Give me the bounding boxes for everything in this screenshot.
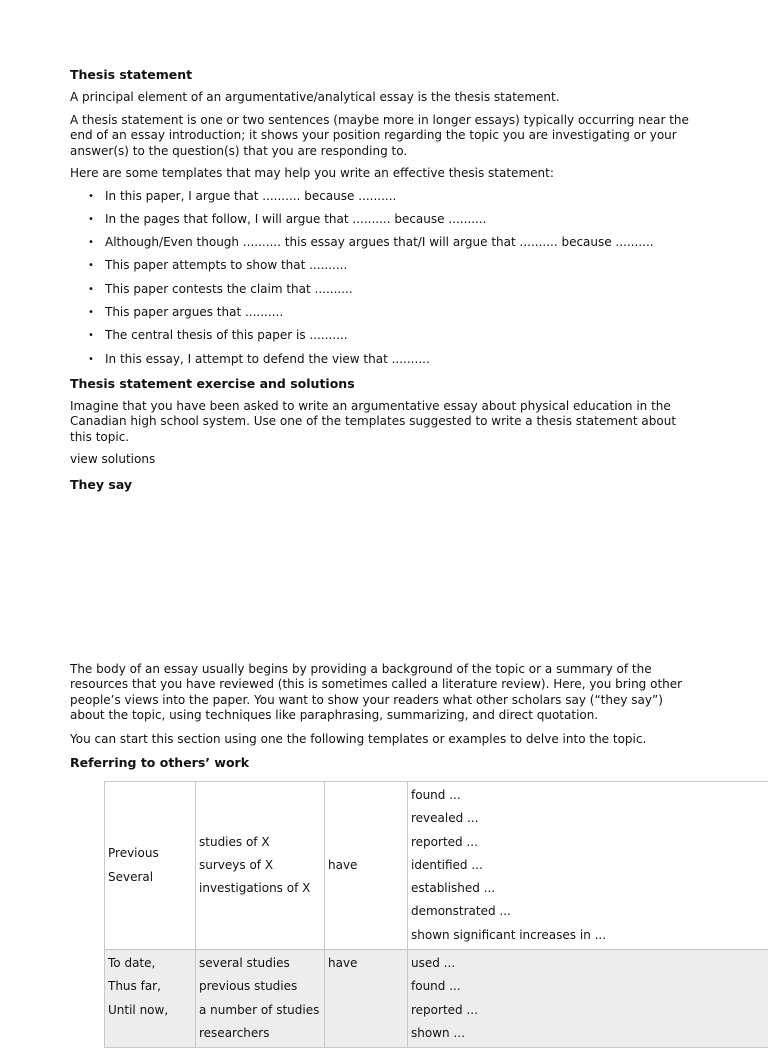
cell-line: Thus far, <box>108 975 192 998</box>
thesis-definition: A thesis statement is one or two sentences (maybe more in longer essays) typically occurring near the end of an essay introduction; it shows your position regarding the topic you are investigating or your answer(s) to the question(s) that you are responding to. <box>70 113 698 160</box>
cell-line: reported ... <box>411 831 768 854</box>
exercise-prompt: Imagine that you have been asked to write an argumentative essay about physical education in the Canadian high school system. Use one of the templates suggested to write a thesis statement about this topic. <box>70 399 698 446</box>
list-item: • This paper contests the claim that .......... <box>105 282 698 298</box>
cell-line: established ... <box>411 877 768 900</box>
cell-line: shown significant increases in ... <box>411 924 768 947</box>
cell-line: found ... <box>411 975 768 998</box>
table-cell <box>196 950 325 1048</box>
cell-line: several studies <box>199 952 321 975</box>
cell-line: have <box>328 854 404 877</box>
list-item: • Although/Even though .......... this essay argues that/I will argue that .......... because .......... <box>105 235 698 251</box>
cell-line: Several <box>108 866 192 889</box>
table-cell <box>105 782 196 950</box>
thesis-intro: A principal element of an argumentative/analytical essay is the thesis statement. <box>70 90 698 106</box>
exercise-heading: Thesis statement exercise and solutions <box>70 375 698 392</box>
cell-line: Until now, <box>108 999 192 1022</box>
cell-line: researchers <box>199 1022 321 1045</box>
document-body <box>70 66 698 778</box>
cell-line: found ... <box>411 784 768 807</box>
table-cell <box>105 950 196 1048</box>
list-item: • In this paper, I argue that .......... because .......... <box>105 189 698 205</box>
table-cell <box>196 782 325 950</box>
table-row <box>105 950 768 1048</box>
cell-line: have <box>328 952 404 975</box>
they-say-heading: They say <box>70 476 698 493</box>
table-cell <box>408 782 768 950</box>
list-item: • The central thesis of this paper is .......... <box>105 328 698 344</box>
thesis-heading: Thesis statement <box>70 66 698 83</box>
cell-line: surveys of X <box>199 854 321 877</box>
cell-line: identified ... <box>411 854 768 877</box>
list-item: • In the pages that follow, I will argue that .......... because .......... <box>105 212 698 228</box>
list-item: • In this essay, I attempt to defend the view that .......... <box>105 352 698 368</box>
referring-heading: Referring to others’ work <box>70 754 698 771</box>
cell-line: studies of X <box>199 831 321 854</box>
templates-intro: Here are some templates that may help you write an effective thesis statement: <box>70 166 698 182</box>
thesis-templates-list <box>70 189 698 368</box>
list-item: • This paper argues that .......... <box>105 305 698 321</box>
cell-line: shown ... <box>411 1022 768 1045</box>
cell-line: revealed ... <box>411 807 768 830</box>
cell-line: used ... <box>411 952 768 975</box>
table-cell <box>325 950 408 1048</box>
view-solutions-link[interactable]: view solutions <box>70 452 698 468</box>
table-cell <box>325 782 408 950</box>
they-say-body: The body of an essay usually begins by providing a background of the topic or a summary of the resources that you have reviewed (this is sometimes called a literature review). Here, you bring other people’s views into the paper. You want to show your readers what other scholars say (“they say”) about the topic, using techniques like paraphrasing, summarizing, and direct quotation. <box>70 662 698 724</box>
cell-line: Previous <box>108 842 192 865</box>
cell-line: demonstrated ... <box>411 900 768 923</box>
cell-line: previous studies <box>199 975 321 998</box>
cell-line: a number of studies <box>199 999 321 1022</box>
cell-line: reported ... <box>411 999 768 1022</box>
referring-table-container <box>104 781 768 1048</box>
blank-space <box>70 500 698 662</box>
referring-table <box>104 781 768 1048</box>
they-say-templates-intro: You can start this section using one the following templates or examples to delve into the topic. <box>70 732 698 748</box>
table-row <box>105 782 768 950</box>
list-item: • This paper attempts to show that .......... <box>105 258 698 274</box>
table-cell <box>408 950 768 1048</box>
cell-line: To date, <box>108 952 192 975</box>
cell-line: investigations of X <box>199 877 321 900</box>
